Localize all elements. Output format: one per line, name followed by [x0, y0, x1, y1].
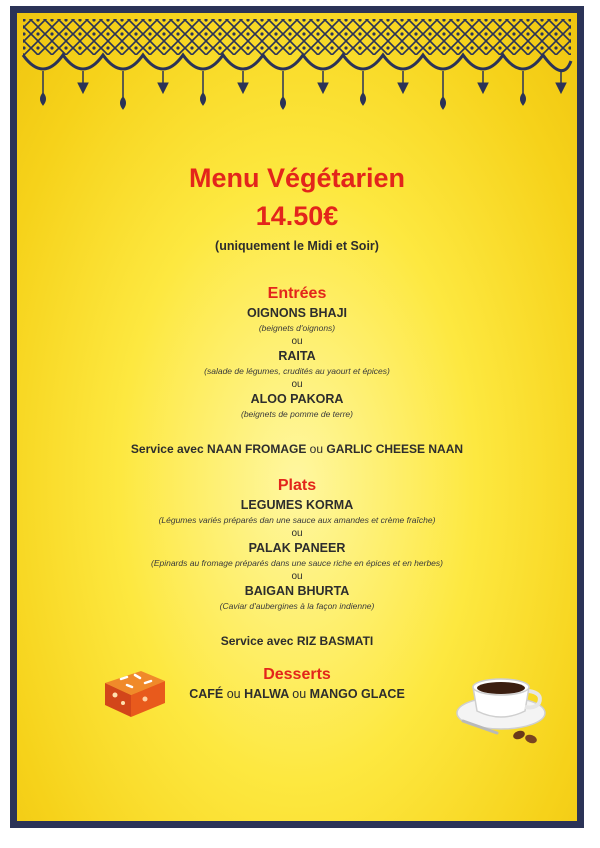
service-option: NAAN FROMAGE — [207, 442, 307, 456]
service-option: RIZ BASMATI — [296, 634, 374, 648]
menu-availability: (uniquement le Midi et Soir) — [215, 239, 379, 253]
entree-description: (beignets de pomme de terre) — [241, 409, 353, 419]
ornament-border-icon — [17, 13, 577, 123]
or-separator: ou — [226, 687, 241, 701]
menu-price: 14.50€ — [255, 201, 339, 231]
service-prefix: Service avec — [130, 442, 204, 456]
entree-name: ALOO PAKORA — [250, 392, 344, 406]
menu-title: Menu Végétarien — [188, 163, 406, 193]
plat-description: (Caviar d'aubergines à la façon indienne) — [219, 601, 375, 611]
plat-description: (Epinards au fromage préparés dans une sauce riche en épices et en herbes) — [150, 558, 443, 568]
or-separator: ou — [291, 571, 303, 582]
dessert-item: CAFÉ — [189, 687, 224, 701]
or-separator: ou — [291, 379, 303, 390]
entree-name: OIGNONS BHAJI — [246, 306, 347, 320]
entree-name: RAITA — [278, 349, 316, 363]
entree-description: (salade de légumes, crudités au yaourt et épices) — [204, 366, 390, 376]
coffee-cup-icon — [453, 661, 553, 747]
plat-description: (Légumes variés préparés dan une sauce aux amandes et crème fraîche) — [158, 515, 436, 525]
entrees-service-line — [17, 442, 577, 456]
desserts-heading: Desserts — [263, 666, 331, 683]
service-option: GARLIC CHEESE NAAN — [326, 442, 464, 456]
dessert-item: MANGO GLACE — [309, 687, 405, 701]
or-separator: ou — [291, 336, 303, 347]
plats-heading: Plats — [277, 477, 317, 494]
menu-page — [10, 6, 584, 828]
entrees-heading: Entrées — [267, 285, 327, 302]
service-prefix: Service avec — [220, 634, 294, 648]
plat-name: LEGUMES KORMA — [240, 498, 354, 512]
plats-service-line — [17, 634, 577, 648]
plat-name: BAIGAN BHURTA — [244, 584, 350, 598]
dessert-item: HALWA — [244, 687, 289, 701]
cake-icon — [101, 665, 169, 721]
or-separator: ou — [309, 442, 324, 456]
plat-name: PALAK PANEER — [248, 541, 346, 555]
or-separator: ou — [292, 687, 307, 701]
entree-description: (beignets d'oignons) — [258, 323, 336, 333]
or-separator: ou — [291, 528, 303, 539]
